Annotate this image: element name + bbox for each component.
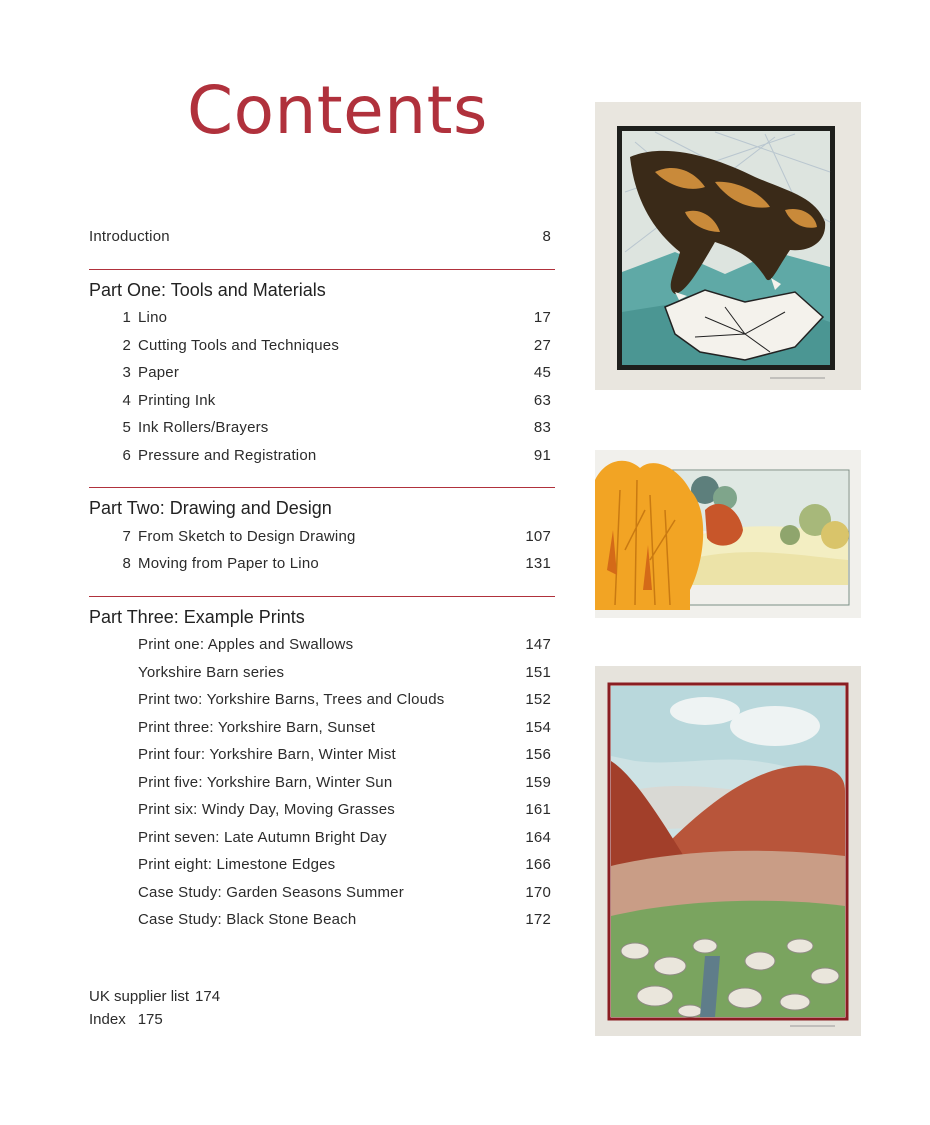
entry-label: Print three: Yorkshire Barn, Sunset: [138, 719, 376, 736]
entry-label: Moving from Paper to Lino: [138, 555, 319, 572]
chapter-number: 8: [122, 555, 131, 572]
entry-page: 156: [525, 746, 551, 763]
toc-entry[interactable]: [89, 417, 551, 439]
entry-page: 170: [525, 884, 551, 901]
entry-page: 45: [533, 364, 551, 381]
toc-entry[interactable]: [89, 526, 551, 548]
part-heading: Part One: Tools and Materials: [89, 280, 326, 300]
cat-linocut-print-image: [595, 102, 861, 390]
entry-label: Cutting Tools and Techniques: [138, 337, 340, 354]
entry-label: Index: [89, 1011, 126, 1028]
page-title: Contents: [187, 72, 488, 149]
entry-page: 83: [533, 419, 551, 436]
entry-label: Print four: Yorkshire Barn, Winter Mist: [138, 746, 396, 763]
entry-label: Paper: [138, 364, 180, 381]
entry-page: 166: [525, 856, 551, 873]
toc-entry[interactable]: [89, 854, 551, 876]
entry-page: 147: [525, 636, 551, 653]
entry-page: 91: [533, 447, 551, 464]
entry-label: Case Study: Black Stone Beach: [138, 911, 357, 928]
entry-page: 63: [533, 392, 551, 409]
entry-page: 161: [525, 801, 551, 818]
entry-page: 8: [542, 228, 551, 245]
toc-entry[interactable]: [89, 772, 551, 794]
entry-label: UK supplier list: [89, 988, 190, 1005]
divider: [89, 487, 555, 488]
toc-entry-introduction[interactable]: [89, 226, 551, 248]
chapter-number: 6: [122, 447, 131, 464]
toc-entry-index[interactable]: [89, 1009, 163, 1031]
toc-entry[interactable]: [89, 799, 551, 821]
entry-page: 131: [525, 555, 551, 572]
entry-label: From Sketch to Design Drawing: [138, 528, 356, 545]
toc-entry[interactable]: [89, 335, 551, 357]
divider: [89, 269, 555, 270]
entry-page: 175: [137, 1011, 163, 1028]
entry-page: 164: [525, 829, 551, 846]
entry-label: Print five: Yorkshire Barn, Winter Sun: [138, 774, 393, 791]
entry-page: 27: [533, 337, 551, 354]
toc-entry[interactable]: [89, 744, 551, 766]
autumn-landscape-print-image: [595, 450, 861, 618]
toc-entry[interactable]: [89, 827, 551, 849]
entry-label: Yorkshire Barn series: [138, 664, 285, 681]
entry-page: 154: [525, 719, 551, 736]
entry-label: Printing Ink: [138, 392, 216, 409]
entry-page: 152: [525, 691, 551, 708]
toc-entry[interactable]: [89, 662, 551, 684]
toc-entry[interactable]: [89, 634, 551, 656]
entry-page: 151: [525, 664, 551, 681]
entry-page: 159: [525, 774, 551, 791]
chapter-number: 2: [122, 337, 131, 354]
entry-label: Lino: [138, 309, 168, 326]
entry-label: Print six: Windy Day, Moving Grasses: [138, 801, 395, 818]
chapter-number: 4: [122, 392, 131, 409]
entry-page: 17: [533, 309, 551, 326]
toc-entry[interactable]: [89, 362, 551, 384]
toc-entry[interactable]: [89, 553, 551, 575]
toc-entry[interactable]: [89, 717, 551, 739]
toc-entry-supplier-list[interactable]: [89, 986, 220, 1008]
entry-label: Print seven: Late Autumn Bright Day: [138, 829, 387, 846]
entry-label: Case Study: Garden Seasons Summer: [138, 884, 404, 901]
entry-label: Pressure and Registration: [138, 447, 317, 464]
toc-entry[interactable]: [89, 689, 551, 711]
toc-entry[interactable]: [89, 390, 551, 412]
toc-entry[interactable]: [89, 909, 551, 931]
part-heading: Part Three: Example Prints: [89, 607, 305, 627]
entry-page: 174: [195, 988, 221, 1005]
entry-label: Print eight: Limestone Edges: [138, 856, 336, 873]
toc-entry[interactable]: [89, 445, 551, 467]
chapter-number: 5: [122, 419, 131, 436]
mountain-landscape-print-image: [595, 666, 861, 1036]
entry-label: Introduction: [89, 228, 170, 245]
entry-page: 172: [525, 911, 551, 928]
entry-page: 107: [525, 528, 551, 545]
entry-label: Ink Rollers/Brayers: [138, 419, 269, 436]
entry-label: Print one: Apples and Swallows: [138, 636, 354, 653]
chapter-number: 3: [122, 364, 131, 381]
entry-label: Print two: Yorkshire Barns, Trees and Clouds: [138, 691, 445, 708]
part-heading: Part Two: Drawing and Design: [89, 498, 332, 518]
chapter-number: 1: [122, 309, 131, 326]
divider: [89, 596, 555, 597]
toc-entry[interactable]: [89, 307, 551, 329]
toc-entry[interactable]: [89, 882, 551, 904]
chapter-number: 7: [122, 528, 131, 545]
